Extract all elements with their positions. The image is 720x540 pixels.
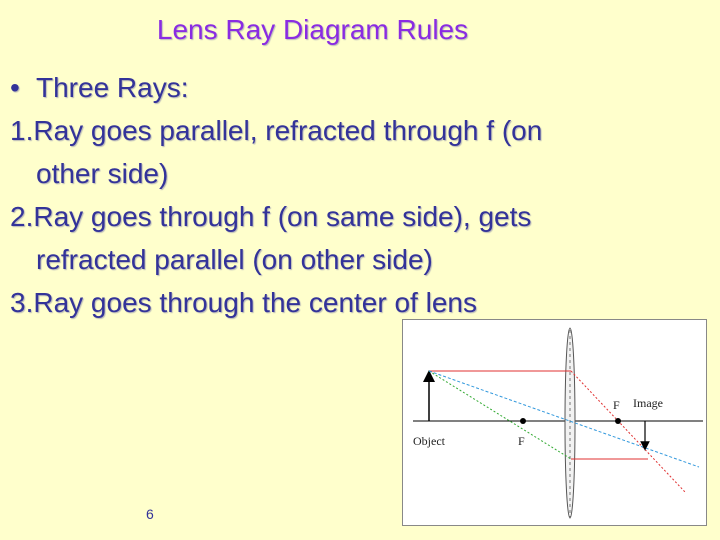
bullet-item: [10, 66, 710, 109]
ray-parallel-refracted: [571, 371, 685, 492]
focal-label-right: F: [613, 398, 620, 412]
ray-rule-number: 1.: [10, 115, 34, 146]
lens-ray-diagram: [402, 319, 707, 526]
ray-center: [429, 371, 699, 467]
lens-diagram-svg: [403, 320, 708, 527]
page-number: 6: [146, 506, 154, 522]
ray-rule-3: [10, 281, 710, 324]
image-label: Image: [633, 396, 663, 410]
slide-title: Lens Ray Diagram Rules: [156, 14, 469, 45]
bullet-dot: •: [10, 72, 20, 103]
ray-focal: [429, 371, 571, 459]
object-label: Object: [413, 434, 445, 448]
slide-body: [10, 66, 710, 324]
ray-rule-text: Ray goes through the center of lens: [33, 287, 477, 318]
ray-rule-number: 2.: [10, 201, 34, 232]
ray-rule-text: Ray goes through f (on same side), gets: [33, 201, 532, 232]
ray-rule-number: 3.: [10, 287, 34, 318]
ray-rule-2-continued: refracted parallel (on other side): [36, 244, 433, 275]
ray-rule-1: [10, 109, 710, 152]
bullet-text: Three Rays:: [36, 72, 189, 103]
focal-label-left: F: [518, 434, 525, 448]
ray-rule-2: [10, 195, 710, 238]
focal-point-right: [615, 418, 621, 424]
ray-rule-1-continued: other side): [36, 158, 169, 189]
ray-rule-text: Ray goes parallel, refracted through f (on: [33, 115, 543, 146]
focal-point-left: [520, 418, 526, 424]
